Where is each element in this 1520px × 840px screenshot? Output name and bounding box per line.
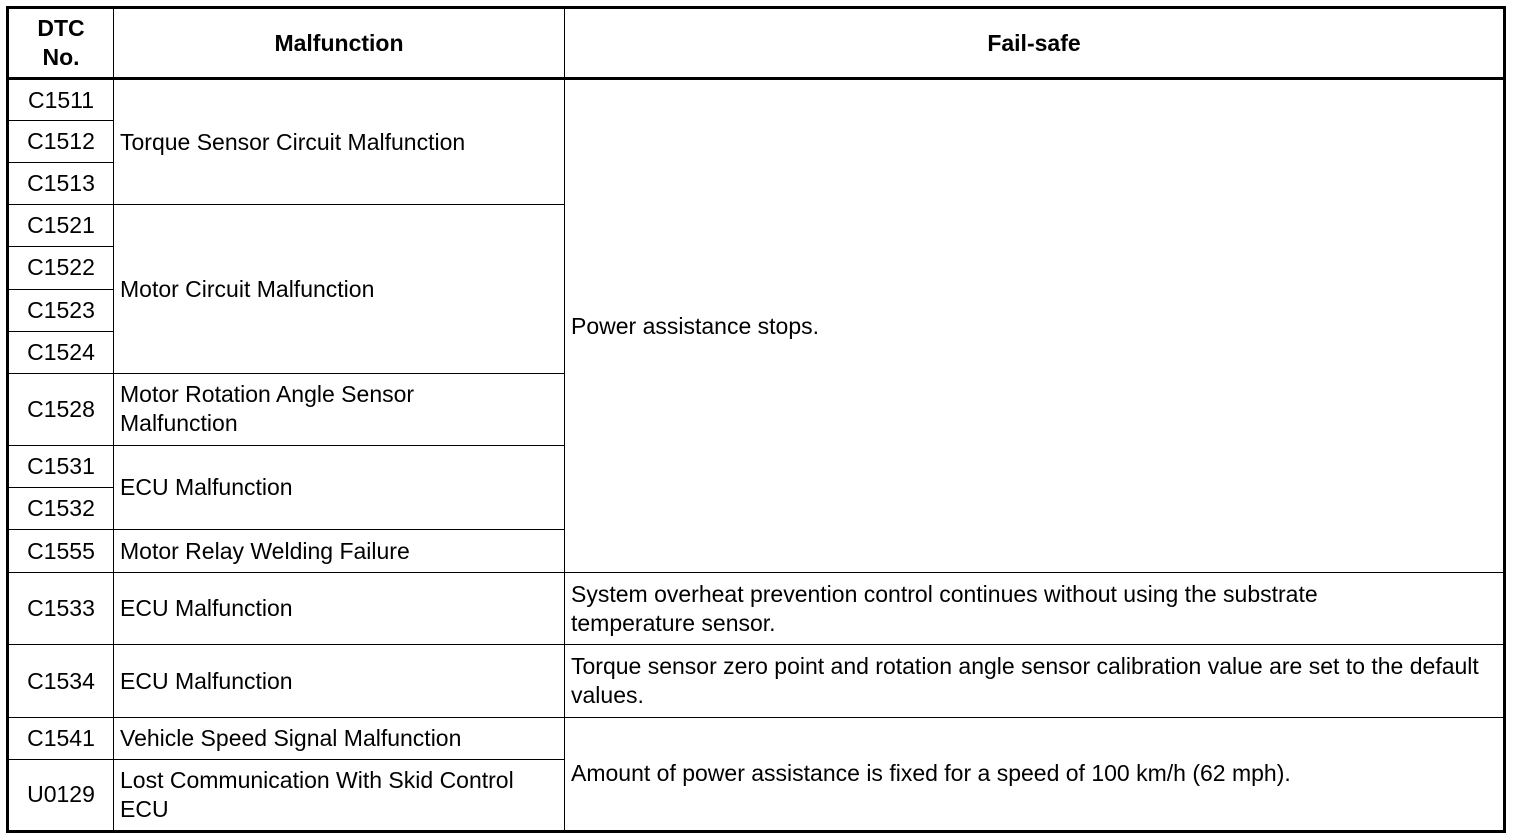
- malfunction-cell: ECU Malfunction: [114, 645, 565, 717]
- header-dtc-no: DTC No.: [8, 8, 114, 79]
- dtc-code: C1533: [8, 573, 114, 645]
- malfunction-cell: Motor Relay Welding Failure: [114, 530, 565, 573]
- dtc-code: C1513: [8, 163, 114, 205]
- malfunction-cell: Motor Circuit Malfunction: [114, 205, 565, 373]
- dtc-code: C1534: [8, 645, 114, 717]
- malfunction-cell: Torque Sensor Circuit Malfunction: [114, 79, 565, 205]
- malfunction-cell: ECU Malfunction: [114, 445, 565, 529]
- dtc-code: C1541: [8, 717, 114, 759]
- table-row: [8, 79, 1505, 121]
- table-row: [8, 717, 1505, 759]
- malfunction-cell: Lost Communication With Skid Control ECU: [114, 759, 565, 831]
- dtc-code: C1522: [8, 247, 114, 289]
- dtc-code: C1524: [8, 331, 114, 373]
- failsafe-cell: Amount of power assistance is fixed for a speed of 100 km/h (62 mph).: [565, 717, 1505, 831]
- failsafe-cell: Torque sensor zero point and rotation angle sensor calibration value are set to the default values.: [565, 645, 1505, 717]
- failsafe-cell: System overheat prevention control continues without using the substrate temperature sensor.: [565, 573, 1505, 645]
- table-row: [8, 573, 1505, 645]
- dtc-code: C1511: [8, 79, 114, 121]
- table-row: [8, 645, 1505, 717]
- dtc-code: C1521: [8, 205, 114, 247]
- dtc-code: C1523: [8, 289, 114, 331]
- failsafe-cell: Power assistance stops.: [565, 79, 1505, 573]
- dtc-code: C1532: [8, 488, 114, 530]
- header-failsafe: Fail-safe: [565, 8, 1505, 79]
- dtc-code: C1555: [8, 530, 114, 573]
- header-row: [8, 8, 1505, 79]
- dtc-code: C1528: [8, 373, 114, 445]
- malfunction-cell: ECU Malfunction: [114, 573, 565, 645]
- dtc-code: U0129: [8, 759, 114, 831]
- malfunction-cell: Vehicle Speed Signal Malfunction: [114, 717, 565, 759]
- dtc-code: C1512: [8, 121, 114, 163]
- header-malfunction: Malfunction: [114, 8, 565, 79]
- dtc-failsafe-table: [6, 6, 1506, 833]
- malfunction-cell: Motor Rotation Angle Sensor Malfunction: [114, 373, 565, 445]
- dtc-code: C1531: [8, 445, 114, 487]
